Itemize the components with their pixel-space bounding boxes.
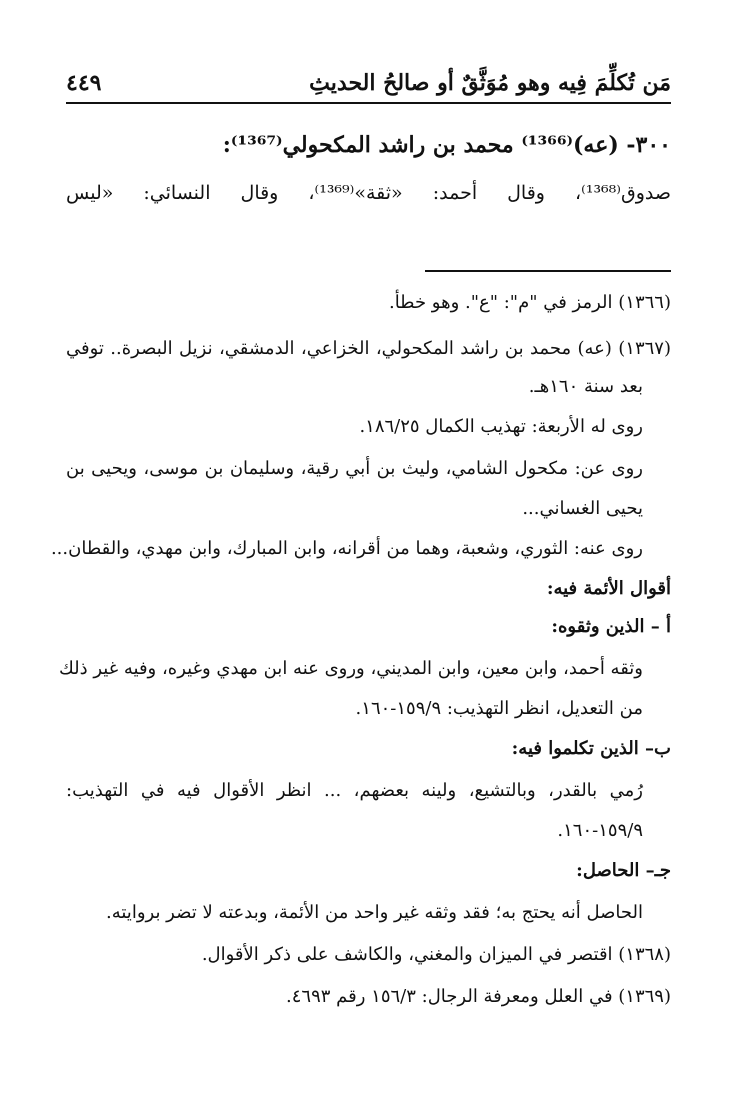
footnote-1367-line-2: بعد سنة ١٦٠هـ. [528,376,643,397]
section-a-line-1: وثقه أحمد، وابن معين، وابن المديني، وروى عنه ابن مهدي وغيره، وفيه غير ذلك [58,658,643,679]
page-header [66,62,671,104]
footnote-separator [425,270,671,272]
imams-heading: أقوال الأئمة فيه: [546,578,671,599]
footnote-1367-line-1: (١٣٦٧) (عه) محمد بن راشد المكحولي، الخزاعي، الدمشقي، نزيل البصرة.. توفي [66,338,671,359]
footnote-1367-line-4: روى عن: مكحول الشامي، وليث بن أبي رقية، وسليمان بن موسى، ويحيى بن [66,458,643,479]
section-b-heading: ب– الذين تكلموا فيه: [511,738,671,759]
entry-body: صدوق⁽¹³⁶⁸⁾، وقال أحمد: «ثقة»⁽¹³⁶⁹⁾، وقال النسائي: «ليس [66,182,671,204]
page-number: ٤٤٩ [66,70,102,96]
section-c-line-1: الحاصل أنه يحتج به؛ فقد وثقه غير واحد من الأئمة، وبدعته لا تضر بروايته. [106,902,643,923]
footnote-1367-line-3: روى له الأربعة: تهذيب الكمال ١٨٦/٢٥. [359,416,643,437]
section-b-line-1: رُمي بالقدر، وبالتشيع، ولينه بعضهم، ... انظر الأقوال فيه في التهذيب: [66,780,643,801]
footnote-1369: (١٣٦٩) في العلل ومعرفة الرجال: ١٥٦/٣ رقم ٤٦٩٣. [286,986,671,1007]
section-a-heading: أ – الذين وثقوه: [551,616,671,637]
footnote-1366: (١٣٦٦) الرمز في "م": "ع". وهو خطأ. [388,292,671,313]
footnote-1367-line-5: يحيى الغساني... [522,498,643,519]
footnote-1367-line-6: روى عنه: الثوري، وشعبة، وهما من أقرانه، وابن المبارك، وابن مهدي، والقطان... [50,538,643,559]
section-b-line-2: ١٥٩/٩-١٦٠. [557,820,643,841]
entry-heading: ٣٠٠- (عه)⁽¹³⁶⁶⁾ محمد بن راشد المكحولي⁽¹³⁶⁷⁾: [222,132,671,158]
section-c-heading: جـ– الحاصل: [576,860,671,881]
section-a-line-2: من التعديل، انظر التهذيب: ١٥٩/٩-١٦٠. [355,698,643,719]
footnote-1368: (١٣٦٨) اقتصر في الميزان والمغني، والكاشف على ذكر الأقوال. [201,944,671,965]
running-title: مَن تُكلِّمَ فِيه وهو مُوَثَّقٌ أو صالحُ الحديثِ [309,70,671,96]
